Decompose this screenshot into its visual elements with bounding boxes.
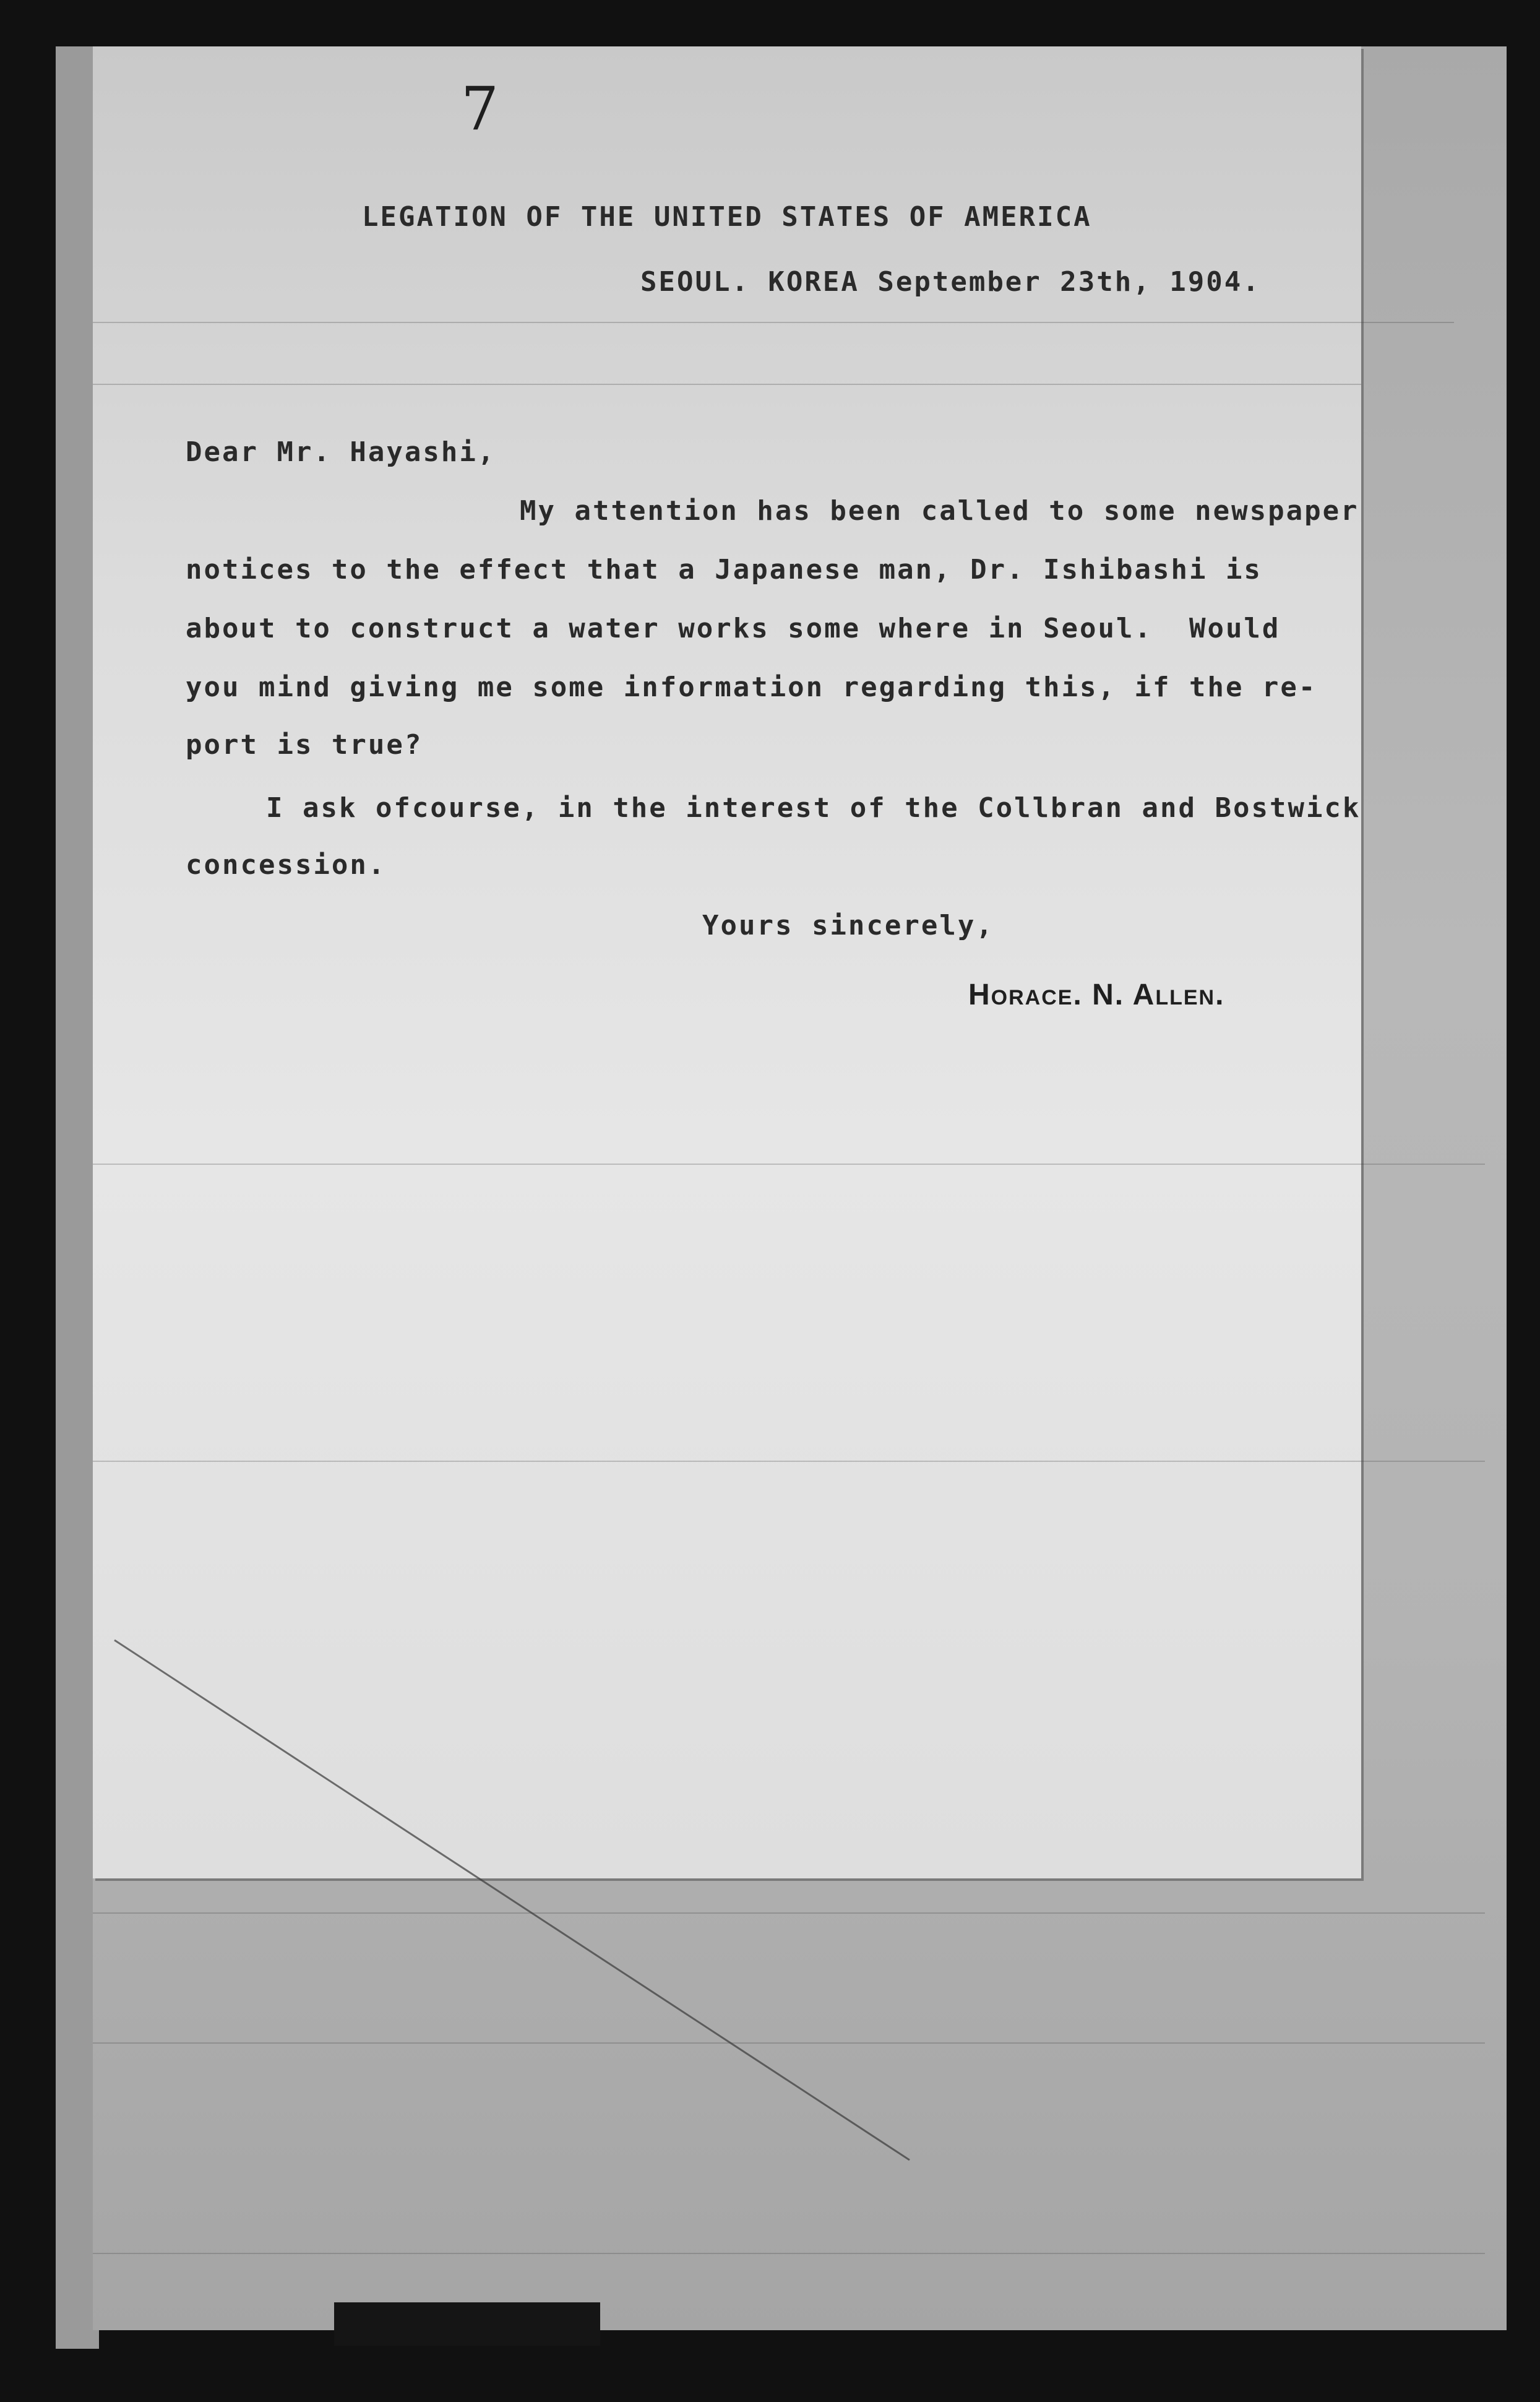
body-line: port is true? [186, 729, 423, 761]
body-line: concession. [186, 849, 387, 881]
letterhead: LEGATION OF THE UNITED STATES OF AMERICA [362, 201, 1092, 233]
body-line: about to construct a water works some where in Seoul. Would [186, 613, 1281, 644]
ink-blot [334, 2302, 600, 2346]
folio-number: 7 [461, 74, 499, 144]
salutation: Dear Mr. Hayashi, [186, 436, 496, 468]
dateline: SEOUL. KOREA September 23th, 1904. [640, 266, 1261, 298]
body-line: notices to the effect that a Japanese man, Dr. Ishibashi is [186, 554, 1262, 585]
body-line: you mind giving me some information regarding this, if the re- [186, 672, 1317, 703]
closing: Yours sincerely, [702, 910, 994, 941]
body-line: I ask ofcourse, in the interest of the Collbran and Bostwick [266, 792, 1361, 824]
body-line: My attention has been called to some newspaper [520, 495, 1359, 527]
signature: Horace. N. Allen. [968, 979, 1225, 1011]
